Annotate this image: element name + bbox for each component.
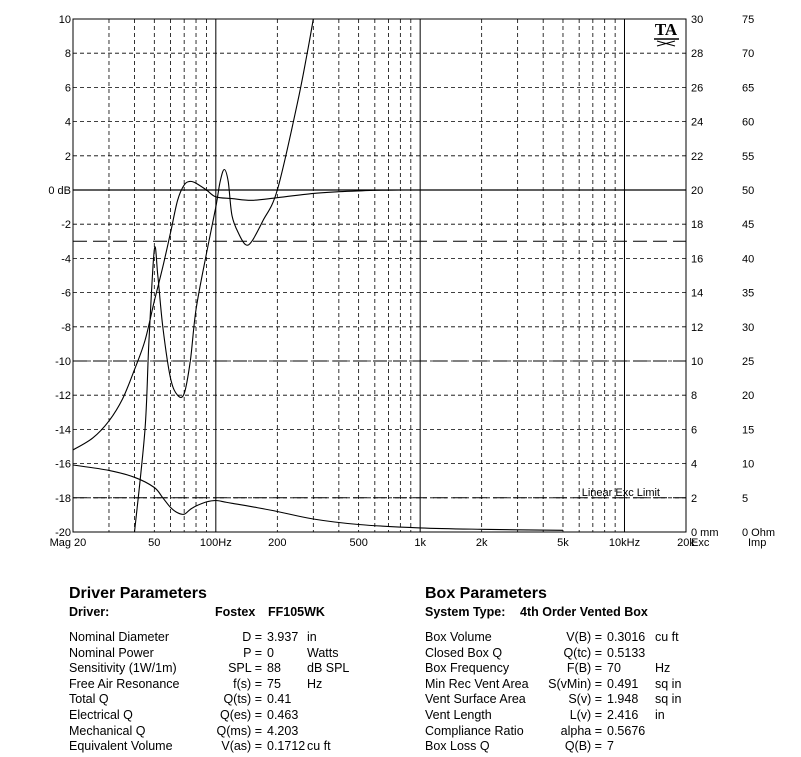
reference-line-label: Linear Exc Limit xyxy=(581,486,660,499)
x-tick-label: 10kHz xyxy=(608,537,641,549)
y-mid-tick-label: 28 xyxy=(691,48,704,61)
box-param-symbol: V(B) = xyxy=(566,630,602,644)
driver-param-symbol: Q(ts) = xyxy=(223,692,262,707)
chart-tick-labels xyxy=(48,14,775,549)
x-tick-label: 100Hz xyxy=(199,537,232,549)
box-param-row xyxy=(425,692,795,708)
y-mid-tick-label: 20 xyxy=(691,185,704,197)
driver-param-value: 3.937 xyxy=(267,630,299,644)
y-left-tick-label: -2 xyxy=(61,219,71,232)
system-type-label: System Type: xyxy=(425,605,506,619)
system-type-value: 4th Order Vented Box xyxy=(520,605,648,619)
box-param-name: Compliance Ratio xyxy=(425,723,524,738)
driver-param-name: Free Air Resonance xyxy=(69,676,180,691)
box-param-symbol: L(v) = xyxy=(569,707,602,722)
y-right-tick-label: 15 xyxy=(742,424,755,437)
x-tick-label: 50 xyxy=(148,537,161,549)
box-param-symbol: S(vMin) = xyxy=(548,676,602,691)
driver-param-row xyxy=(69,724,409,740)
driver-param-row xyxy=(69,677,409,693)
driver-param-row xyxy=(69,646,409,662)
y-mid-tick-label: 4 xyxy=(691,458,698,471)
box-param-row xyxy=(425,661,795,677)
x-tick-label: 1k xyxy=(414,537,426,549)
y-left-tick-label: -8 xyxy=(61,321,71,334)
y-mid-tick-label: 10 xyxy=(691,356,704,368)
y-mid-tick-label: 16 xyxy=(691,253,704,266)
x-tick-label: 20 xyxy=(74,537,87,549)
box-param-value: 70 xyxy=(607,661,621,676)
y-right-tick-label: 50 xyxy=(742,185,755,197)
y-right-tick-label: 65 xyxy=(742,82,755,95)
driver-parameter-list xyxy=(69,630,409,755)
box-param-name: Box Loss Q xyxy=(425,739,490,754)
y-mid-tick-label: 2 xyxy=(691,492,698,505)
driver-label: Driver: xyxy=(69,605,110,619)
box-parameters-title: Box Parameters xyxy=(425,585,547,602)
driver-param-unit: cu ft xyxy=(307,739,331,754)
box-param-value: 0.5133 xyxy=(607,645,646,660)
box-param-row xyxy=(425,630,795,646)
box-param-row xyxy=(425,708,795,724)
box-param-symbol: Q(B) = xyxy=(564,739,602,754)
y-left-tick-label: -20 xyxy=(55,527,71,539)
driver-param-value: 0.41 xyxy=(267,692,292,707)
driver-param-name: Equivalent Volume xyxy=(69,739,173,754)
box-param-value: 0.5676 xyxy=(607,723,646,738)
y-mid-tick-label: 14 xyxy=(691,287,704,300)
y-right-tick-label: 60 xyxy=(742,116,755,129)
driver-param-row xyxy=(69,661,409,677)
driver-param-unit: Watts xyxy=(307,645,339,660)
box-param-value: 0.491 xyxy=(607,676,639,691)
y-right-tick-label: 30 xyxy=(742,321,755,334)
y-left-tick-label: -10 xyxy=(55,356,71,368)
y-right-tick-label: 20 xyxy=(742,390,755,403)
y-right-tick-label: 45 xyxy=(742,219,755,232)
box-param-name: Box Volume xyxy=(425,630,492,644)
box-param-row xyxy=(425,724,795,740)
driver-param-value: 75 xyxy=(267,676,281,691)
box-param-symbol: Q(tc) = xyxy=(563,645,602,660)
y-left-tick-label: 8 xyxy=(64,48,71,61)
y-right-tick-label: 25 xyxy=(742,356,755,368)
box-param-value: 7 xyxy=(607,739,614,754)
chart-grid xyxy=(73,19,686,532)
y-left-tick-label: -4 xyxy=(61,253,71,266)
y-mid-tick-label: 30 xyxy=(691,14,704,26)
box-param-row xyxy=(425,677,795,693)
driver-param-value: 0 xyxy=(267,645,274,660)
box-param-unit: cu ft xyxy=(655,630,679,644)
driver-param-symbol: Q(es) = xyxy=(219,707,262,722)
system-type xyxy=(425,605,795,621)
x-tick-label: 5k xyxy=(557,537,569,549)
driver-param-name: Total Q xyxy=(69,692,109,707)
driver-param-unit: in xyxy=(307,630,317,644)
driver-param-unit: Hz xyxy=(307,676,323,691)
box-param-name: Vent Length xyxy=(425,707,492,722)
driver-param-row xyxy=(69,692,409,708)
driver-param-value: 0.1712 xyxy=(267,739,306,754)
driver-param-symbol: f(s) = xyxy=(233,676,262,691)
driver-make: Fostex xyxy=(215,605,256,619)
driver-param-symbol: D = xyxy=(242,630,262,644)
y-mid-tick-label: 0 mm xyxy=(691,527,719,539)
driver-model: FF105WK xyxy=(268,605,325,619)
box-param-value: 1.948 xyxy=(607,692,639,707)
box-param-symbol: S(v) = xyxy=(568,692,602,707)
y-left-tick-label: -16 xyxy=(55,458,71,471)
box-param-symbol: F(B) = xyxy=(566,661,602,676)
box-param-unit: Hz xyxy=(655,661,671,676)
y-left-tick-label: -18 xyxy=(55,492,71,505)
y-right-tick-label: 40 xyxy=(742,253,755,266)
driver-param-name: Sensitivity (1W/1m) xyxy=(69,661,177,676)
magnitude-curve xyxy=(73,181,400,450)
excursion-curve xyxy=(135,19,314,532)
driver-param-name: Mechanical Q xyxy=(69,723,146,738)
y-left-tick-label: 6 xyxy=(64,82,71,95)
y-right-tick-label: 70 xyxy=(742,48,755,61)
chart-curves xyxy=(73,19,563,532)
driver-param-symbol: SPL = xyxy=(228,661,262,676)
box-param-name: Vent Surface Area xyxy=(425,692,526,707)
y-left-tick-label: -12 xyxy=(55,390,71,403)
driver-param-value: 0.463 xyxy=(267,707,299,722)
y-mid-tick-label: 24 xyxy=(691,116,704,129)
y-right-tick-label: 5 xyxy=(742,492,749,505)
y-left-tick-label: 2 xyxy=(64,150,71,163)
box-param-value: 2.416 xyxy=(607,707,639,722)
y-right-tick-label: 55 xyxy=(742,150,755,163)
x-tick-label: 2k xyxy=(475,537,488,549)
box-param-symbol: alpha = xyxy=(560,723,602,738)
box-parameters-panel xyxy=(425,585,795,755)
y-right-tick-label: 0 Ohm xyxy=(742,527,776,539)
box-param-row xyxy=(425,739,795,755)
y-right-tick-label: 75 xyxy=(742,14,755,26)
driver-param-symbol: V(as) = xyxy=(221,739,262,754)
x-tick-label: 500 xyxy=(349,537,368,549)
driver-param-name: Nominal Diameter xyxy=(69,630,170,644)
plot-frame xyxy=(73,19,686,532)
x-tick-label: 20k xyxy=(677,537,695,549)
y-right-axis-label: Imp xyxy=(748,537,767,549)
x-axis-label: Mag xyxy=(49,537,71,549)
y-mid-tick-label: 18 xyxy=(691,219,704,232)
box-param-name: Closed Box Q xyxy=(425,645,503,660)
box-parameter-list xyxy=(425,630,795,755)
y-mid-tick-label: 26 xyxy=(691,82,704,95)
box-param-name: Box Frequency xyxy=(425,661,510,676)
y-mid-tick-label: 8 xyxy=(691,390,698,403)
driver-param-row xyxy=(69,630,409,646)
ta-logo-text: TA xyxy=(654,20,678,39)
driver-param-row xyxy=(69,708,409,724)
driver-parameters-panel xyxy=(69,585,409,755)
y-mid-tick-label: 22 xyxy=(691,150,704,163)
x-tick-label: 200 xyxy=(268,537,287,549)
box-param-unit: in xyxy=(655,707,665,722)
driver-param-name: Electrical Q xyxy=(69,707,133,722)
driver-parameters-title: Driver Parameters xyxy=(69,585,207,602)
driver-param-name: Nominal Power xyxy=(69,645,154,660)
box-param-unit: sq in xyxy=(655,692,682,707)
y-left-tick-label: -6 xyxy=(61,287,71,300)
box-param-value: 0.3016 xyxy=(607,630,646,644)
driver-param-row xyxy=(69,739,409,755)
driver-param-value: 4.203 xyxy=(267,723,299,738)
y-left-tick-label: 10 xyxy=(58,14,71,26)
y-left-tick-label: 4 xyxy=(64,116,71,129)
y-right-tick-label: 35 xyxy=(742,287,755,300)
y-mid-tick-label: 6 xyxy=(691,424,698,437)
y-mid-tick-label: 12 xyxy=(691,321,704,334)
driver-param-symbol: P = xyxy=(243,645,262,660)
box-param-unit: sq in xyxy=(655,676,682,691)
box-param-name: Min Rec Vent Area xyxy=(425,676,529,691)
y-right-tick-label: 10 xyxy=(742,458,755,471)
y-mid-axis-label: Exc xyxy=(691,537,710,549)
driver-param-value: 88 xyxy=(267,661,281,676)
driver-param-symbol: Q(ms) = xyxy=(216,723,262,738)
ta-logo xyxy=(654,20,679,46)
y-left-tick-label: 0 dB xyxy=(48,185,71,197)
y-left-tick-label: -14 xyxy=(55,424,71,437)
driver-param-unit: dB SPL xyxy=(307,661,350,676)
box-param-row xyxy=(425,646,795,662)
driver-identity xyxy=(69,605,409,621)
